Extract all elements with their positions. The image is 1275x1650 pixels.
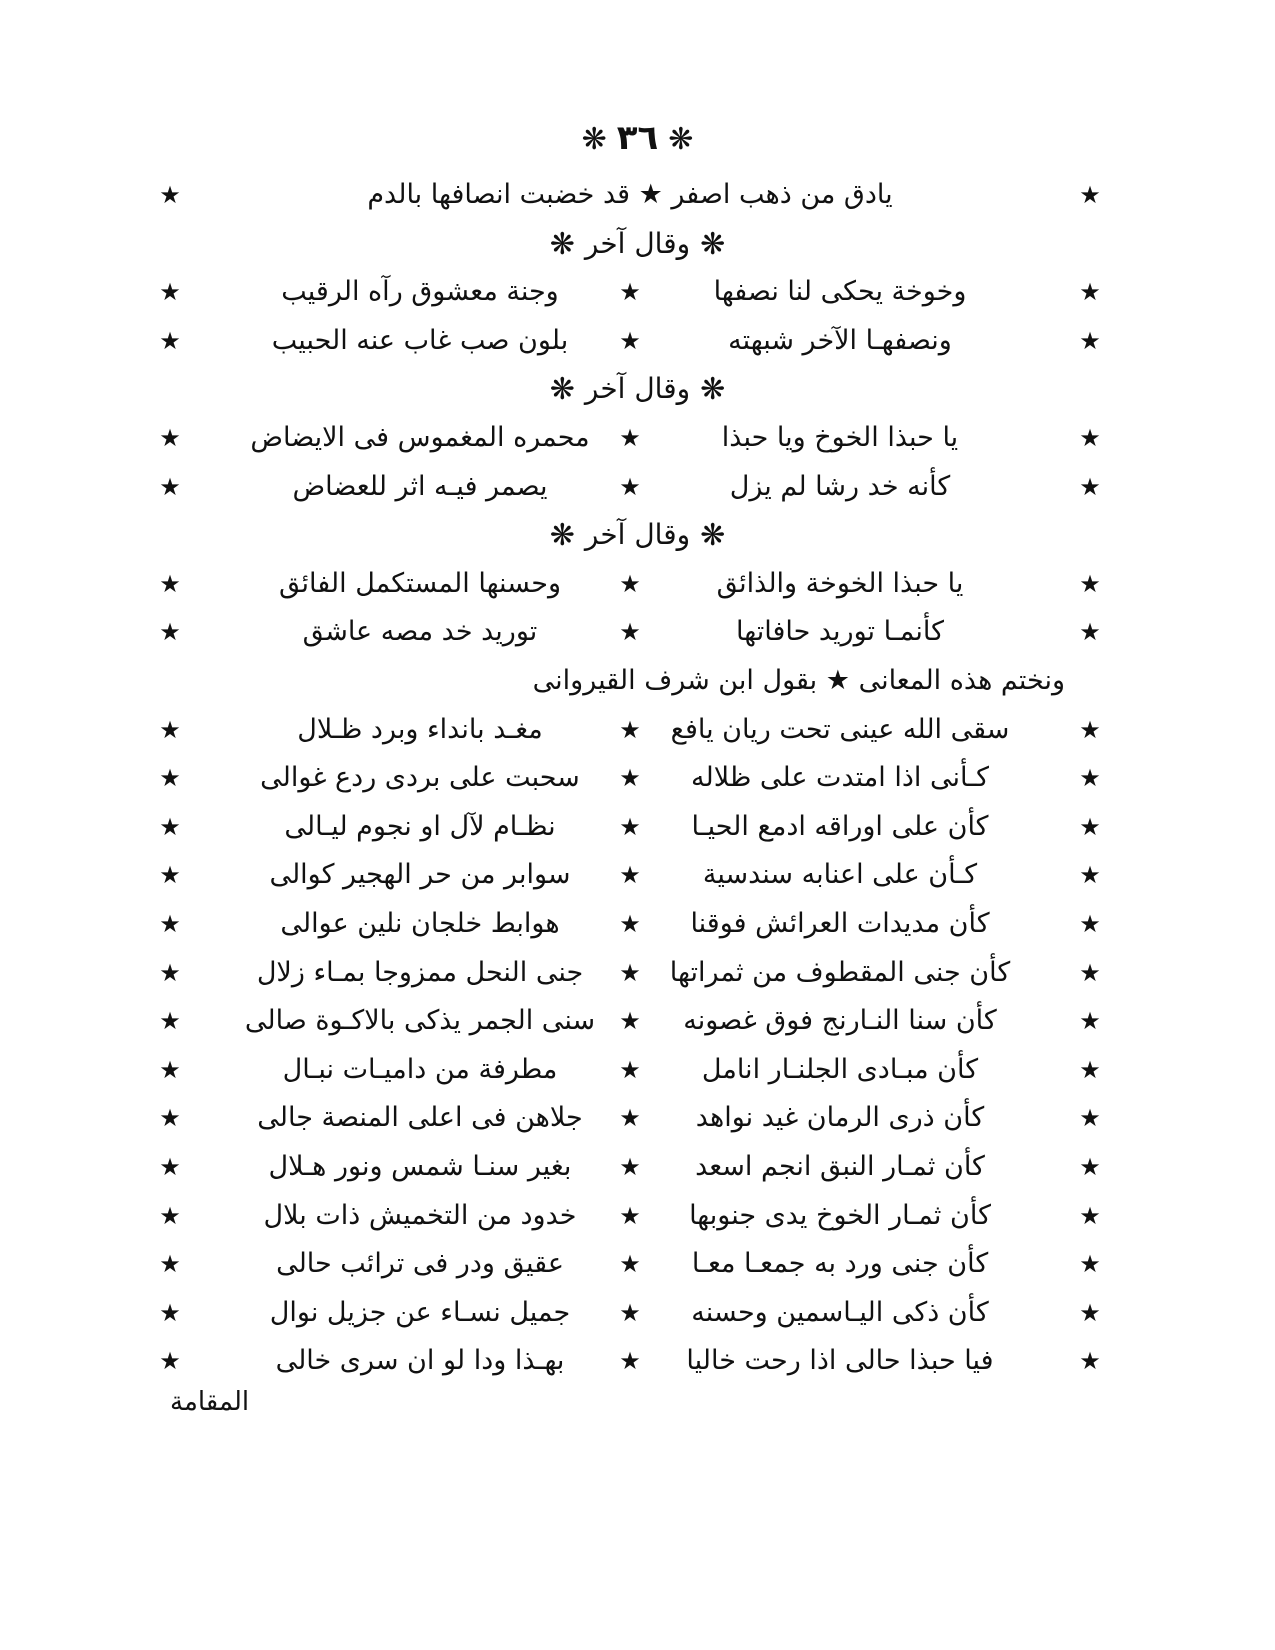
verse-second-hemistich: جنى النحل ممزوجا بمـاء زلال (256, 957, 584, 988)
verse-line (150, 1290, 1110, 1336)
star-icon: ★ (159, 618, 181, 646)
verse-first-hemistich: كأن جنى ورد به جمعـا معـا (691, 1248, 989, 1279)
star-icon: ★ (619, 959, 641, 987)
verse-second-hemistich: وحسنها المستكمل الفائق (279, 568, 561, 599)
star-icon: ★ (619, 1007, 641, 1035)
star-icon: ★ (159, 1153, 181, 1181)
star-icon: ★ (619, 424, 641, 452)
verse-second-hemistich: يصمر فيـه اثر للعضاض (292, 471, 548, 502)
verse-line (150, 1047, 1110, 1093)
star-icon: ★ (619, 570, 641, 598)
verse-first-hemistich: ونصفهـا الآخر شبهته (728, 325, 952, 356)
star-icon: ★ (159, 716, 181, 744)
star-icon: ★ (159, 473, 181, 501)
star-icon: ★ (1079, 959, 1101, 987)
heading-text: وقال آخر (584, 227, 691, 260)
verse-second-hemistich: بغير سنـا شمس ونور هـلال (268, 1151, 572, 1182)
verse-second-hemistich: هوابط خلجان نلين عوالى (280, 908, 560, 939)
verse-second-hemistich: سحبت على بردى ردع غوالى (260, 762, 580, 793)
ornament-icon: ❋ (581, 121, 607, 157)
star-icon: ★ (1079, 861, 1101, 889)
star-icon: ★ (1079, 1153, 1101, 1181)
section-heading (0, 512, 1275, 558)
verse-line (150, 950, 1110, 996)
verse-first-hemistich: كـأن على اعنابه سندسية (702, 859, 978, 890)
verse-first-hemistich: كأن مديدات العرائش فوقنا (690, 908, 990, 939)
verse-first-hemistich: وخوخة يحكى لنا نصفها (713, 276, 967, 307)
star-icon: ★ (619, 1202, 641, 1230)
star-icon: ★ (159, 764, 181, 792)
verse-text: يادق من ذهب اصفر ★ قد خضبت انصافها بالدم (367, 179, 893, 210)
ornament-icon: ❋ (549, 372, 575, 407)
star-icon: ★ (619, 1299, 641, 1327)
star-icon: ★ (619, 1153, 641, 1181)
star-icon: ★ (159, 570, 181, 598)
star-icon: ★ (1079, 1202, 1101, 1230)
star-icon: ★ (619, 1056, 641, 1084)
star-icon: ★ (1079, 764, 1101, 792)
verse-line (150, 1095, 1110, 1141)
star-icon: ★ (619, 473, 641, 501)
verse-line (150, 1241, 1110, 1287)
verse-line (150, 1144, 1110, 1190)
verse-second-hemistich: توريد خد مصه عاشق (302, 616, 538, 647)
star-icon: ★ (619, 278, 641, 306)
star-icon: ★ (159, 278, 181, 306)
star-icon: ★ (619, 618, 641, 646)
verse-line (150, 609, 1110, 655)
star-icon: ★ (619, 1104, 641, 1132)
verse-line (150, 561, 1110, 607)
verse-first-hemistich: كأن على اوراقه ادمع الحيـا (691, 811, 989, 842)
star-icon: ★ (1079, 1056, 1101, 1084)
verse-first-hemistich: كأنمـا توريد حافاتها (736, 616, 944, 647)
star-icon: ★ (1079, 327, 1101, 355)
verse-second-hemistich: نظـام لآل او نجوم ليـالى (284, 811, 556, 842)
star-icon: ★ (619, 716, 641, 744)
star-icon: ★ (159, 813, 181, 841)
star-icon: ★ (1079, 813, 1101, 841)
verse-first-hemistich: سقى الله عينى تحت ريان يافع (670, 714, 1010, 745)
star-icon: ★ (619, 813, 641, 841)
verse-first-hemistich: يا حبذا الخوخة والذائق (716, 568, 964, 599)
star-icon: ★ (159, 1250, 181, 1278)
verse-first-hemistich: يا حبذا الخوخ ويا حبذا (721, 422, 959, 453)
heading-text: وقال آخر (584, 372, 691, 405)
verse-second-hemistich: خدود من التخميش ذات بلال (263, 1200, 577, 1231)
star-icon: ★ (619, 1347, 641, 1375)
verse-line (150, 707, 1110, 753)
verse-line (150, 1338, 1110, 1384)
ornament-icon: ❋ (549, 518, 575, 553)
prose-line: ونختم هذه المعانى ★ بقول ابن شرف القيروانى (532, 665, 1065, 696)
verse-line (150, 172, 1110, 218)
verse-second-hemistich: مطرفة من داميـات نبـال (282, 1054, 558, 1085)
verse-line (150, 415, 1110, 461)
verse-first-hemistich: كأن مبـادى الجلنـار انامل (701, 1054, 979, 1085)
star-icon: ★ (1079, 278, 1101, 306)
star-icon: ★ (159, 1202, 181, 1230)
page-number: ٣٦ (616, 118, 659, 158)
star-icon: ★ (1079, 570, 1101, 598)
star-icon: ★ (1079, 1299, 1101, 1327)
verse-first-hemistich: كأن ذرى الرمان غيد نواهد (695, 1102, 985, 1133)
verse-second-hemistich: عقيق ودر فى ترائب حالى (276, 1248, 564, 1279)
star-icon: ★ (1079, 1104, 1101, 1132)
verse-second-hemistich: جلاهن فى اعلى المنصة جالى (257, 1102, 583, 1133)
star-icon: ★ (159, 1007, 181, 1035)
star-icon: ★ (619, 910, 641, 938)
star-icon: ★ (1079, 424, 1101, 452)
verse-line (150, 755, 1110, 801)
verse-first-hemistich: كـأنى اذا امتدت على ظلاله (691, 762, 989, 793)
star-icon: ★ (159, 181, 181, 209)
catchword: المقامة (170, 1387, 250, 1417)
verse-line (150, 464, 1110, 510)
star-icon: ★ (159, 424, 181, 452)
star-icon: ★ (619, 1250, 641, 1278)
verse-second-hemistich: سوابر من حر الهجير كوالى (269, 859, 571, 890)
star-icon: ★ (619, 861, 641, 889)
verse-first-hemistich: كأن جنى المقطوف من ثمراتها (669, 957, 1011, 988)
ornament-icon: ❋ (700, 518, 726, 553)
verse-first-hemistich: كأنه خد رشا لم يزل (729, 471, 951, 502)
verse-second-hemistich: بلون صب غاب عنه الحبيب (271, 325, 569, 356)
section-heading (0, 221, 1275, 267)
verse-second-hemistich: وجنة معشوق رآه الرقيب (281, 276, 559, 307)
star-icon: ★ (619, 327, 641, 355)
heading-text: وقال آخر (584, 518, 691, 551)
verse-first-hemistich: كأن سنا النـارنج فوق غصونه (683, 1005, 997, 1036)
star-icon: ★ (159, 1347, 181, 1375)
verse-line (150, 269, 1110, 315)
verse-line (150, 804, 1110, 850)
star-icon: ★ (1079, 1250, 1101, 1278)
verse-second-hemistich: جميل نسـاء عن جزيل نوال (269, 1297, 571, 1328)
verse-second-hemistich: محمره المغموس فى الايضاض (250, 422, 590, 453)
verse-second-hemistich: سنى الجمر يذكى بالاكـوة صالى (244, 1005, 596, 1036)
star-icon: ★ (159, 861, 181, 889)
verse-line (150, 998, 1110, 1044)
verse-first-hemistich: كأن ذكى اليـاسمين وحسنه (691, 1297, 989, 1328)
star-icon: ★ (1079, 1347, 1101, 1375)
star-icon: ★ (1079, 181, 1101, 209)
section-heading (0, 366, 1275, 412)
star-icon: ★ (1079, 473, 1101, 501)
star-icon: ★ (159, 1104, 181, 1132)
page-number-header (0, 118, 1275, 160)
star-icon: ★ (159, 327, 181, 355)
verse-line (150, 1193, 1110, 1239)
star-icon: ★ (159, 1299, 181, 1327)
star-icon: ★ (159, 910, 181, 938)
star-icon: ★ (1079, 1007, 1101, 1035)
star-icon: ★ (1079, 716, 1101, 744)
verse-first-hemistich: كأن ثمـار الخوخ يدى جنوبها (689, 1200, 991, 1231)
star-icon: ★ (619, 764, 641, 792)
verse-first-hemistich: كأن ثمـار النبق انجم اسعد (695, 1151, 985, 1182)
verse-line (150, 318, 1110, 364)
star-icon: ★ (159, 1056, 181, 1084)
ornament-icon: ❋ (668, 121, 694, 157)
ornament-icon: ❋ (549, 227, 575, 262)
verse-first-hemistich: فيا حبذا حالى اذا رحت خاليا (686, 1345, 994, 1376)
verse-second-hemistich: بهـذا ودا لو ان سرى خالى (275, 1345, 565, 1376)
verse-second-hemistich: مغـد بانداء وبرد ظـلال (297, 714, 543, 745)
verse-line (150, 901, 1110, 947)
verse-line (150, 852, 1110, 898)
star-icon: ★ (1079, 910, 1101, 938)
star-icon: ★ (159, 959, 181, 987)
star-icon: ★ (1079, 618, 1101, 646)
ornament-icon: ❋ (700, 372, 726, 407)
ornament-icon: ❋ (700, 227, 726, 262)
